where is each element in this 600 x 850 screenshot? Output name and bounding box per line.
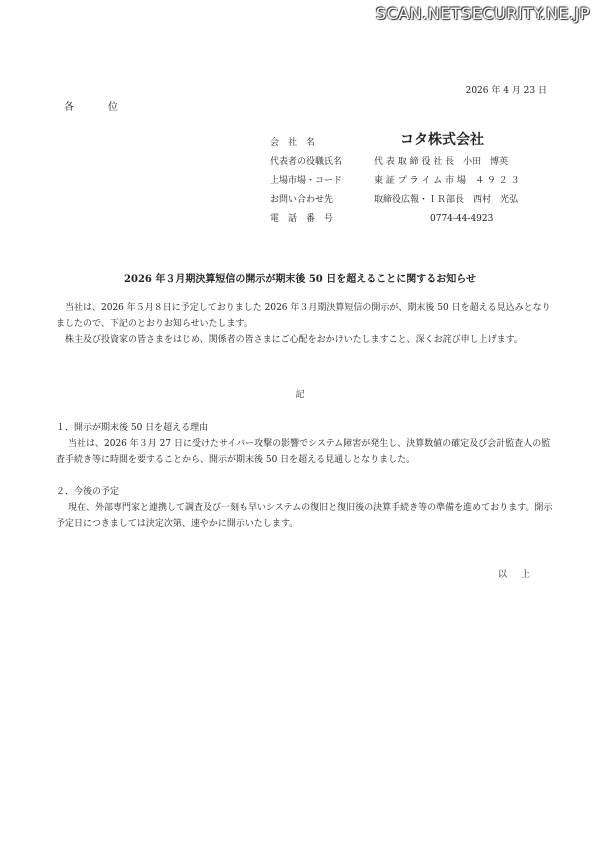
representative-value: 代 表 取 締 役 社 長 小田 博英 — [374, 157, 509, 167]
phone-label: 電 話 番 号 — [270, 214, 334, 224]
ki-marker: 記 — [295, 390, 305, 400]
section-plan-body: 現在、外部専門家と連携して調査及び一刻も早いシステムの復旧と復旧後の決算手続き等の準備を進めております。開示予定日につきましては決定次第、速やかに開示いたします。 — [56, 503, 553, 529]
watermark: SCAN.NETSECURITY.NE.JP — [375, 4, 590, 23]
company-name: コタ株式会社 — [400, 132, 484, 148]
addressee: 各 位 — [64, 102, 130, 113]
section-reason-heading: １．開示が期末後 50 日を超える理由 — [56, 423, 209, 433]
section-plan — [56, 484, 556, 532]
company-name-label: 会 社 名 — [270, 138, 316, 148]
apology-paragraph: 株主及び投資家の皆さまをはじめ、関係者の皆さまにご心配をおかけいたしますこと、深くお詫び申し上げます。 — [56, 335, 523, 345]
section-reason — [56, 420, 556, 468]
representative-row — [270, 153, 560, 172]
representative-label: 代表者の役職氏名 — [270, 157, 343, 167]
contact-row — [270, 191, 560, 210]
company-info-block — [270, 134, 560, 229]
contact-label: お問い合わせ先 — [270, 195, 334, 205]
contact-value: 取締役広報・ＩＲ部長 西村 光弘 — [374, 195, 519, 205]
listing-label: 上場市場・コード — [270, 176, 343, 186]
section-plan-heading: ２．今後の予定 — [56, 487, 120, 497]
phone-value: 0774-44-4923 — [430, 214, 494, 224]
phone-row — [270, 210, 560, 229]
document-title: 2026 年３月期決算短信の開示が期末後 50 日を超えることに関するお知らせ — [124, 274, 476, 285]
listing-row — [270, 172, 560, 191]
closing-mark: 以上 — [497, 570, 544, 580]
company-name-row — [270, 134, 560, 153]
document-date: 2026 年 4 月 23 日 — [465, 86, 547, 96]
listing-value: 東 証 プ ラ イ ム 市 場 ４ ９ ２ ３ — [374, 176, 520, 186]
section-reason-body: 当社は、2026 年３月 27 日に受けたサイバー攻撃の影響でシステム障害が発生し、決算数値の確定及び会計監査人の監査手続き等に時間を要することから、開示が期末後 50 日を超える見通しとなりました。 — [56, 439, 551, 465]
intro-paragraph: 当社は、2026 年５月８日に予定しておりました 2026 年３月期決算短信の開示が、期末後 50 日を超える見込みとなりましたので、下記のとおりお知らせいたします。 — [56, 303, 551, 329]
